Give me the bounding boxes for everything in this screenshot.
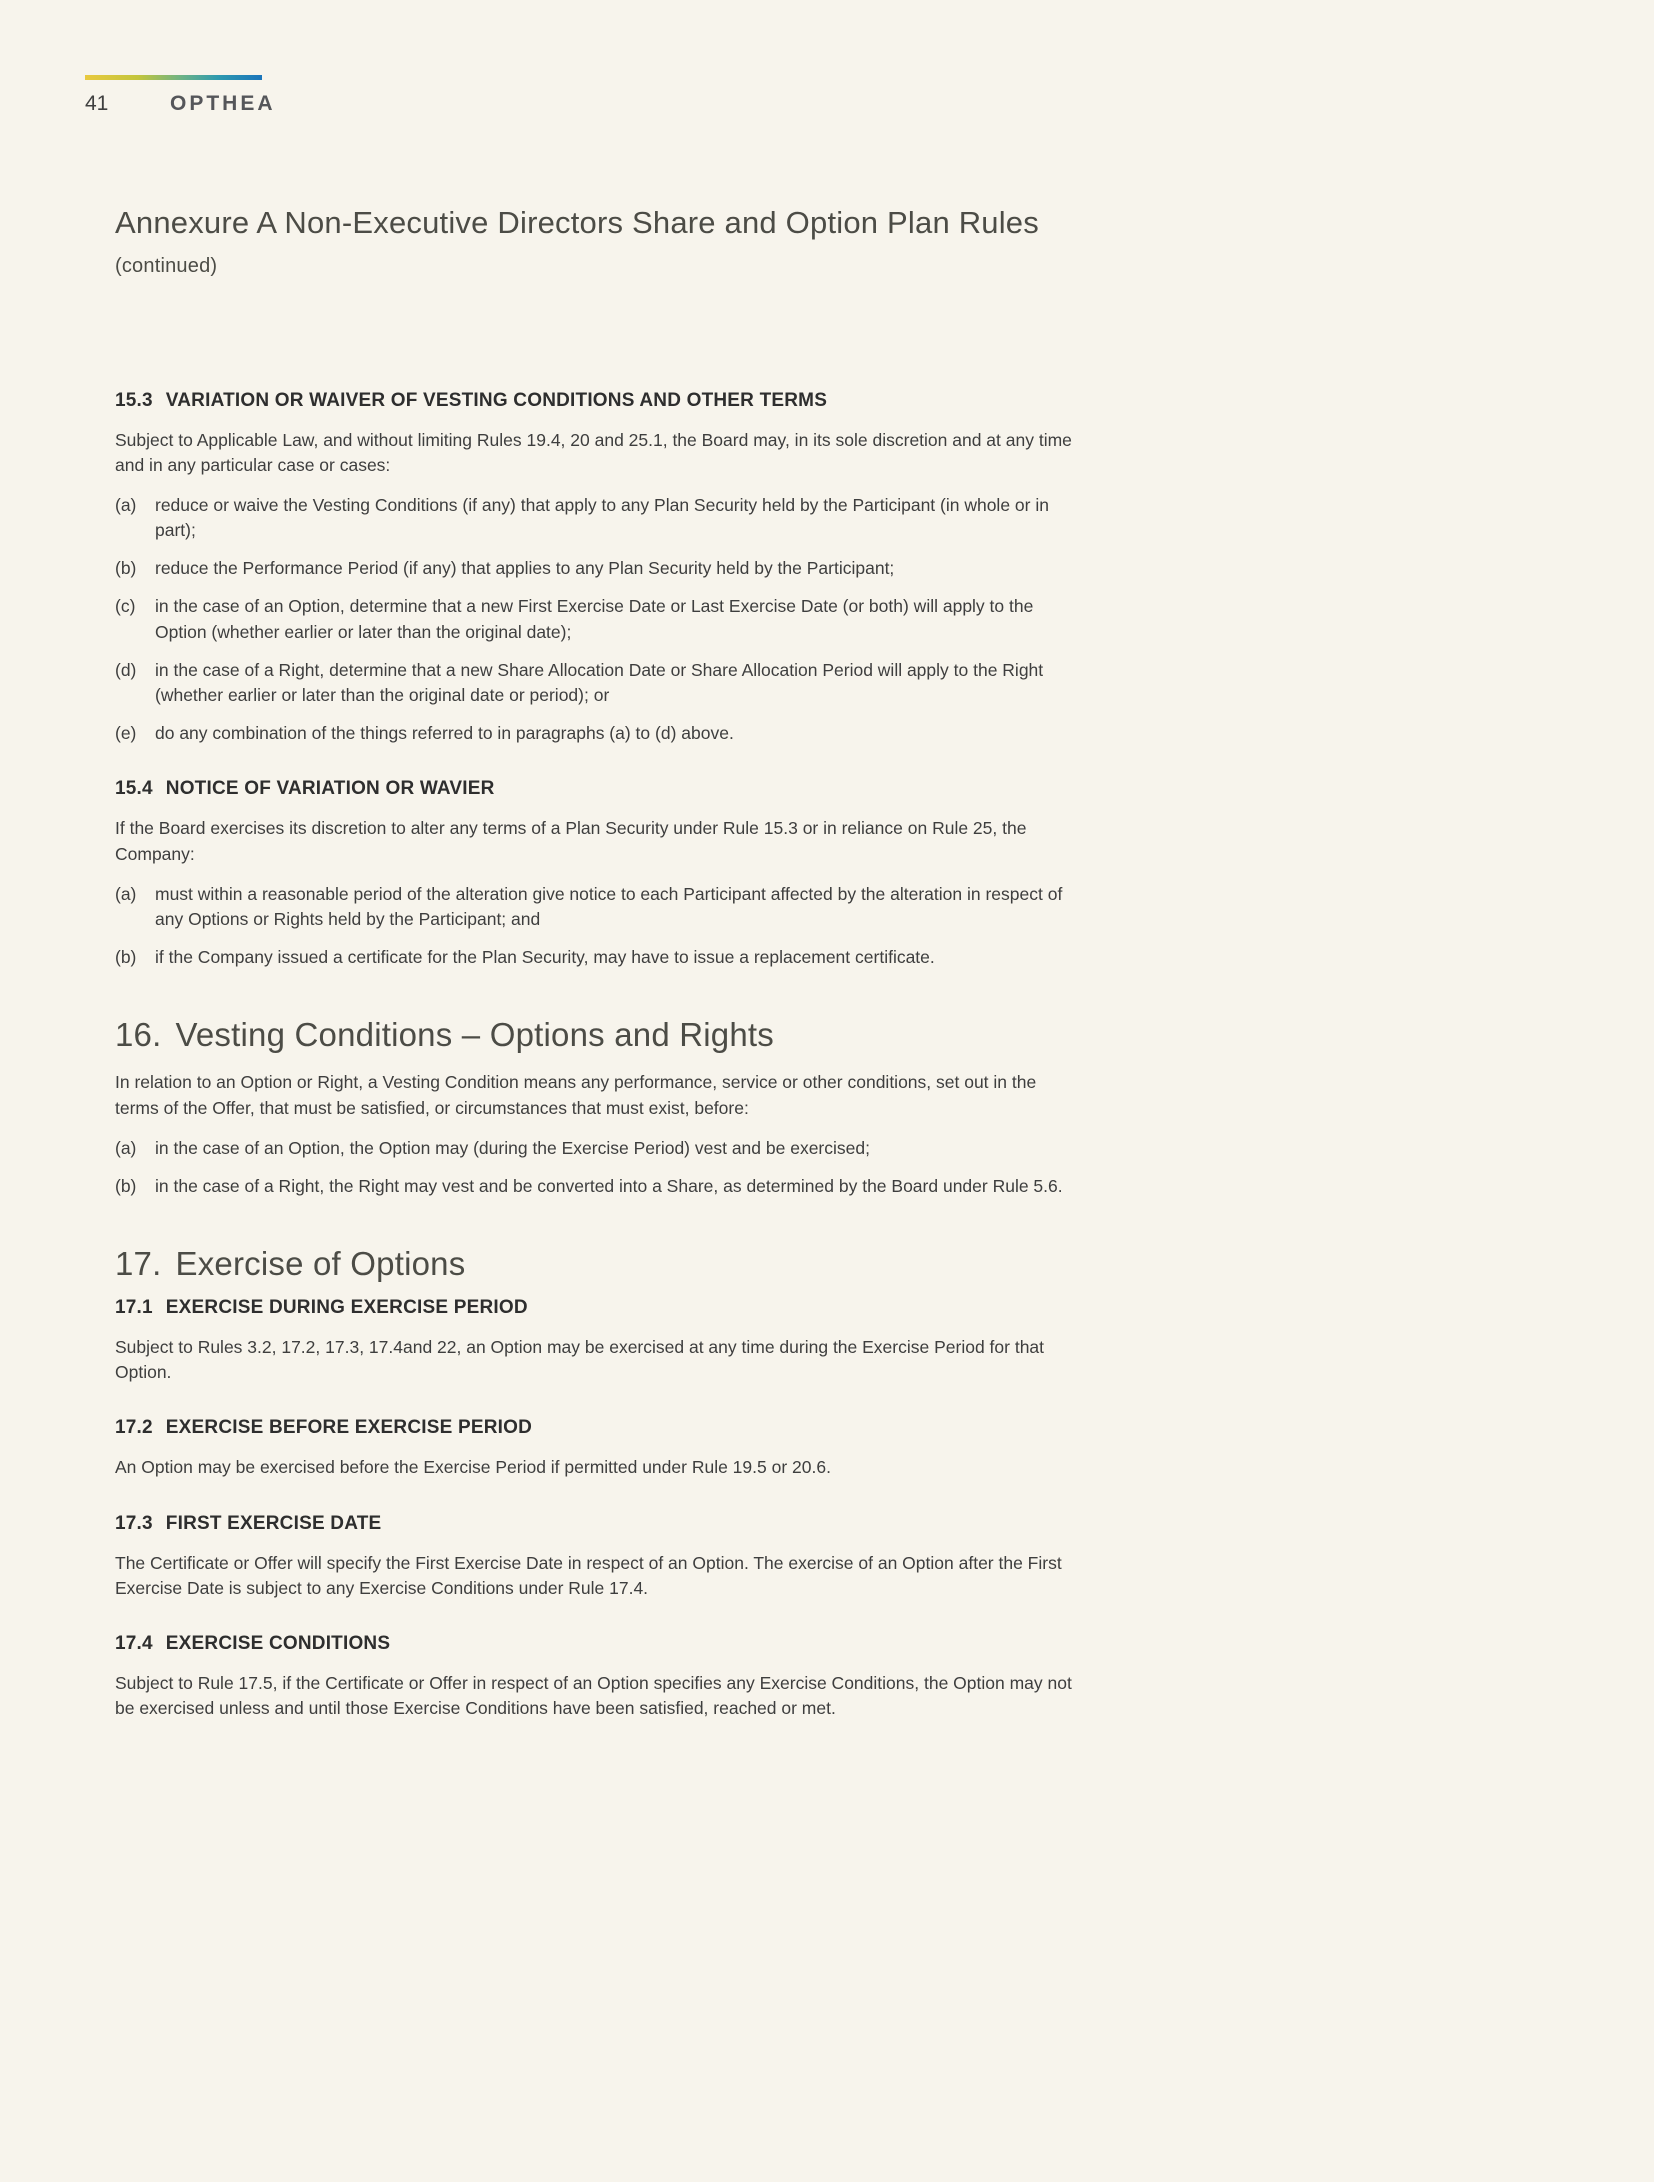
paragraph: If the Board exercises its discretion to alter any terms of a Plan Security under Rule 15.3 or in reliance on Rule 25, the Company: [115,818,1027,864]
list-item-label: (c) [115,596,136,617]
paragraph: Subject to Rule 17.5, if the Certificate or Offer in respect of an Option specifies any Exercise Conditions, the Option may not be exercised unless and until those Exercise Conditions have been satisfied, reached or met. [115,1673,1072,1719]
list-item [115,1174,1080,1199]
list-item [115,882,1080,932]
section-heading [115,390,1080,412]
list-item-label: (b) [115,1175,137,1196]
document-title-text: Annexure A Non-Executive Directors Share and Option Plan Rules [115,205,1039,240]
section-heading-text: VARIATION OR WAIVER OF VESTING CONDITIONS AND OTHER TERMS [165,389,828,411]
section-15-4 [115,778,1080,970]
page-number: 41 [85,92,109,115]
section-number: 15.3 [115,389,153,411]
subsection-heading [115,1513,1080,1535]
document-title-continued: (continued) [115,254,218,277]
list-item-label: (a) [115,1137,137,1158]
paragraph: An Option may be exercised before the Exercise Period if permitted under Rule 19.5 or 20.6. [115,1457,831,1478]
list-item-text: if the Company issued a certificate for the Plan Security, may have to issue a replacement certificate. [155,947,935,968]
list-item-text: must within a reasonable period of the alteration give notice to each Participant affected by the alteration in respect of any Options or Rights held by the Participant; and [155,883,1063,929]
list-item-label: (d) [115,659,137,680]
section-heading-text: NOTICE OF VARIATION OR WAVIER [165,778,495,800]
list-item-text: in the case of a Right, the Right may vest and be converted into a Share, as determined by the Board under Rule 5.6. [155,1175,1063,1196]
list-item-label: (e) [115,723,137,744]
body-copy [115,390,1080,1722]
section-16 [115,1016,1080,1199]
header-row [85,92,1654,116]
subsection-number: 17.4 [115,1633,153,1654]
list-item-label: (a) [115,883,137,904]
subsection-heading [115,1633,1080,1655]
subsection-heading-text: EXERCISE CONDITIONS [165,1633,391,1654]
subsection-heading [115,1297,1080,1319]
list-item [115,1136,1080,1161]
list-item-text: do any combination of the things referred to in paragraphs (a) to (d) above. [155,723,734,744]
section-heading-text: Exercise of Options [175,1245,466,1283]
list-item [115,493,1080,543]
paragraph: In relation to an Option or Right, a Vesting Condition means any performance, service or other conditions, set out in the terms of the Offer, that must be satisfied, or circumstances that must exist, before: [115,1072,1037,1118]
list-item-text: reduce the Performance Period (if any) that applies to any Plan Security held by the Participant; [155,558,895,579]
section-heading [115,778,1080,800]
paragraph: Subject to Applicable Law, and without limiting Rules 19.4, 20 and 25.1, the Board may, in its sole discretion and at any time and in any particular case or cases: [115,429,1072,475]
section-15-3 [115,390,1080,747]
section-heading-text: Vesting Conditions – Options and Rights [175,1016,774,1054]
list-item [115,594,1080,644]
list-item [115,721,1080,746]
section-number: 15.4 [115,778,153,800]
section-17 [115,1245,1080,1721]
document-title [115,204,1080,282]
paragraph: Subject to Rules 3.2, 17.2, 17.3, 17.4and 22, an Option may be exercised at any time during the Exercise Period for that Option. [115,1337,1045,1383]
brand-logo: OPTHEA [170,92,276,115]
section-number: 17. [115,1245,162,1283]
page-header [85,75,1654,116]
subsection-heading-text: EXERCISE BEFORE EXERCISE PERIOD [165,1417,533,1439]
section-heading [115,1245,1080,1283]
list-item [115,658,1080,708]
list-item-text: reduce or waive the Vesting Conditions (if any) that apply to any Plan Security held by the Participant (in whole or in part); [155,494,1049,541]
paragraph: The Certificate or Offer will specify the First Exercise Date in respect of an Option. The exercise of an Option after the First Exercise Date is subject to any Exercise Conditions under Rule 17.4. [115,1552,1062,1598]
list-item-label: (a) [115,494,137,515]
list-item-label: (b) [115,947,137,968]
subsection-number: 17.2 [115,1417,153,1439]
subsection-number: 17.3 [115,1512,153,1534]
list-item-label: (b) [115,558,137,579]
section-number: 16. [115,1016,162,1054]
list-item-text: in the case of an Option, the Option may (during the Exercise Period) vest and be exercised; [155,1137,870,1158]
list-item [115,945,1080,970]
section-heading [115,1016,1080,1054]
list-item-text: in the case of a Right, determine that a new Share Allocation Date or Share Allocation Period will apply to the Right (whether earlier or later than the original date or period); or [155,659,1044,705]
subsection-number: 17.1 [115,1297,153,1319]
list-item [115,556,1080,581]
list-item-text: in the case of an Option, determine that a new First Exercise Date or Last Exercise Date (or both) will apply to the Option (whether earlier or later than the original date); [155,596,1034,642]
subsection-heading-text: EXERCISE DURING EXERCISE PERIOD [165,1297,528,1319]
brand-gradient-bar [85,75,262,80]
content-column [115,204,1080,1721]
subsection-heading [115,1417,1080,1439]
subsection-heading-text: FIRST EXERCISE DATE [165,1512,382,1534]
